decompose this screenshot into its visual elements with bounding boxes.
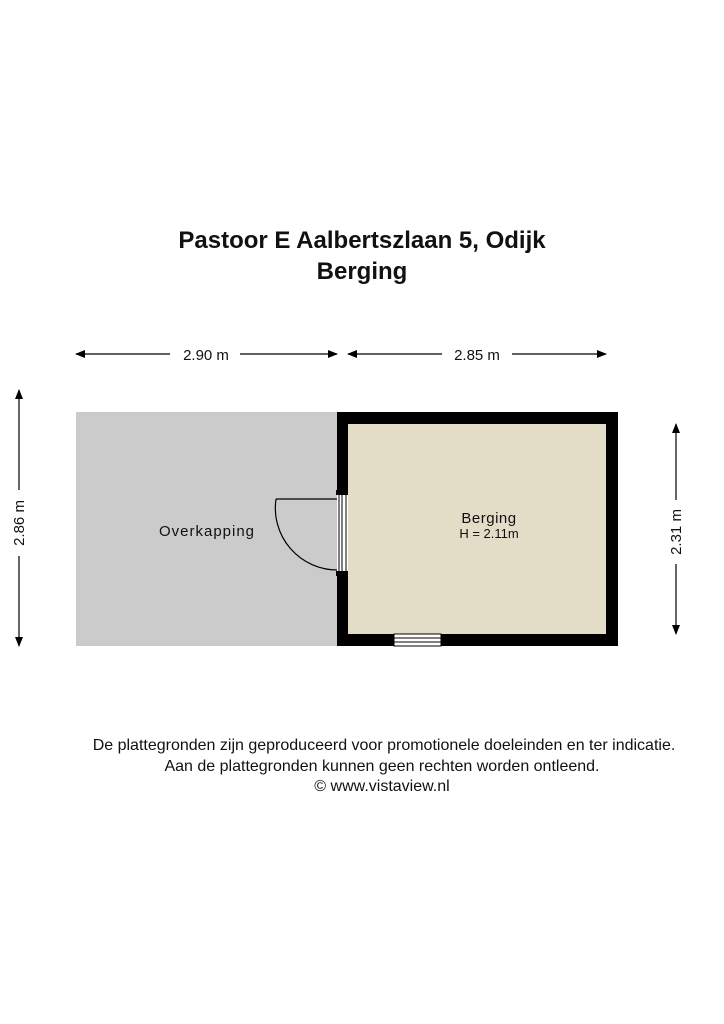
overkapping-label: Overkapping [158,523,256,540]
wall-right [606,412,618,646]
plan-subtitle: Berging [316,258,408,285]
dimension-label-2-85: 2.85 m [454,347,500,364]
wall-left-upper [337,412,348,494]
disclaimer-line-1: De plattegronden zijn geproduceerd voor promotionele doeleinden en ter indicatie. [92,737,676,754]
dimension-berging-depth [668,424,685,634]
wall-bottom-right [441,634,618,646]
wall-top [337,412,618,424]
dimension-label-2-86: 2.86 m [11,500,28,546]
dimension-berging-width [348,347,606,364]
disclaimer-line-2: Aan de plattegronden kunnen geen rechten worden ontleend. [164,758,600,775]
berging-height: H = 2.11m [459,526,519,541]
dimension-overkapping-width [76,347,337,364]
berging-label: Berging [461,510,517,527]
window [394,634,441,646]
wall-left-lower [337,576,348,646]
copyright-notice: © www.vistaview.nl [314,778,450,795]
dimension-label-2-90: 2.90 m [183,347,229,364]
plan-title: Pastoor E Aalbertszlaan 5, Odijk [178,227,546,254]
dimension-overall-depth [11,390,28,646]
dimension-label-2-31: 2.31 m [668,509,685,555]
